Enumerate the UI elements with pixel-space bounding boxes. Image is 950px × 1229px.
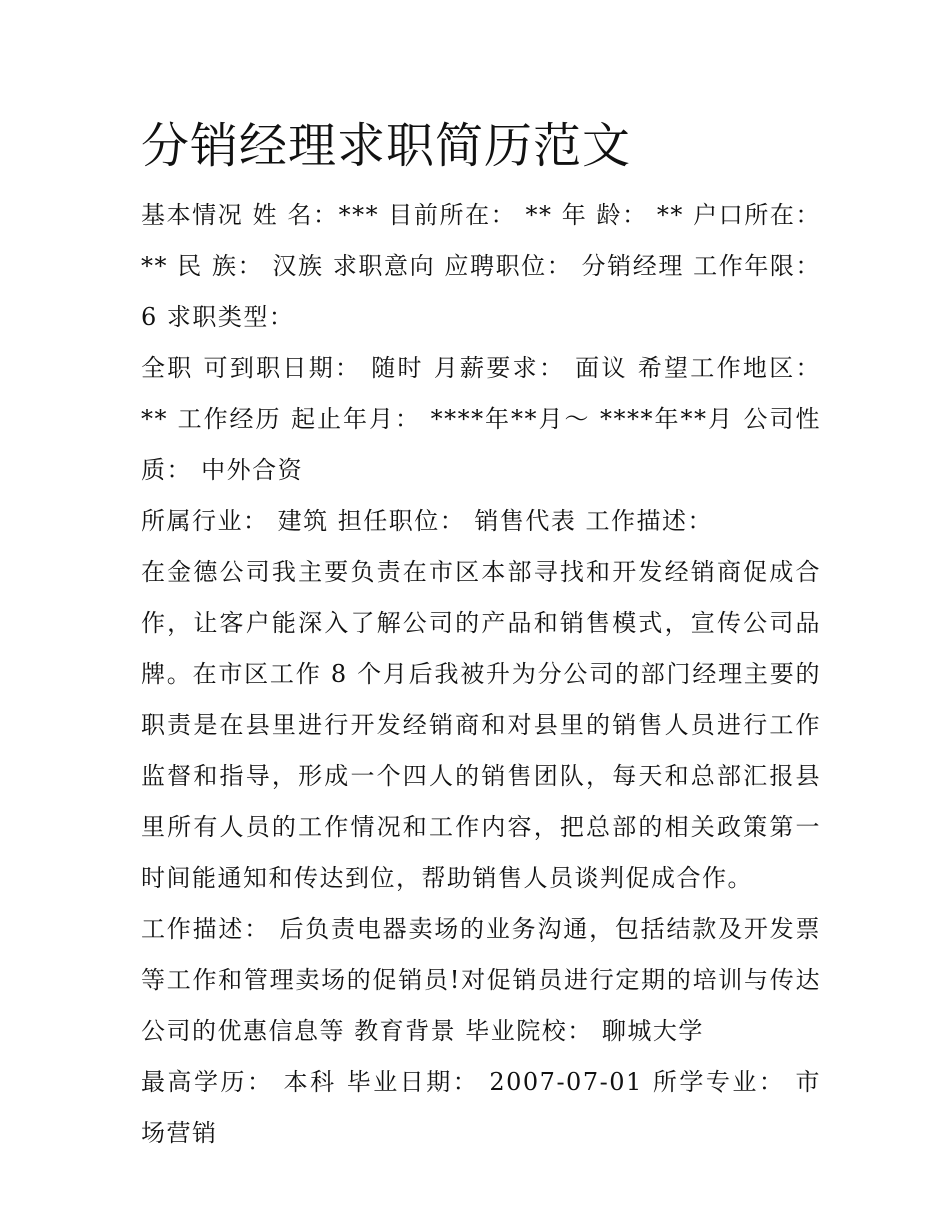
paragraph-job-preference: 全职 可到职日期： 随时 月薪要求： 面议 希望工作地区： ** 工作经历 起止年月： ****年**月～ ****年**月 公司性质： 中外合资 xyxy=(141,354,821,484)
document-title: 分销经理求职简历范文 xyxy=(141,118,632,174)
document-page xyxy=(141,110,821,1159)
paragraph-work-description-2: 工作描述： 后负责电器卖场的业务沟通，包括结款及开发票等工作和管理卖场的促销员!对促销员进行定期的培训与传达公司的优惠信息等 教育背景 毕业院校： 聊城大学 xyxy=(141,915,821,1045)
paragraph-industry: 所属行业： 建筑 担任职位： 销售代表 工作描述： xyxy=(141,507,714,535)
paragraph-education: 最高学历： 本科 毕业日期： 2007-07-01 所学专业： 市场营销 xyxy=(141,1068,821,1147)
paragraph-basic-info: 基本情况 姓 名：*** 目前所在： ** 年 龄： ** 户口所在： ** 民 族： 汉族 求职意向 应聘职位： 分销经理 工作年限： 6 求职类型： xyxy=(141,201,821,331)
paragraph-work-description-1: 在金德公司我主要负责在市区本部寻找和开发经销商促成合作，让客户能深入了解公司的产品和销售模式，宣传公司品牌。在市区工作 8 个月后我被升为分公司的部门经理主要的职责是在县里进行开发经销商和对县里的销售人员进行工作监督和指导，形成一个四人的销售团队，每天和总部汇报县里所有人员的工作情况和工作内容，把总部的相关政策第一时间能通知和传达到位，帮助销售人员谈判促成合作。 xyxy=(141,558,821,892)
